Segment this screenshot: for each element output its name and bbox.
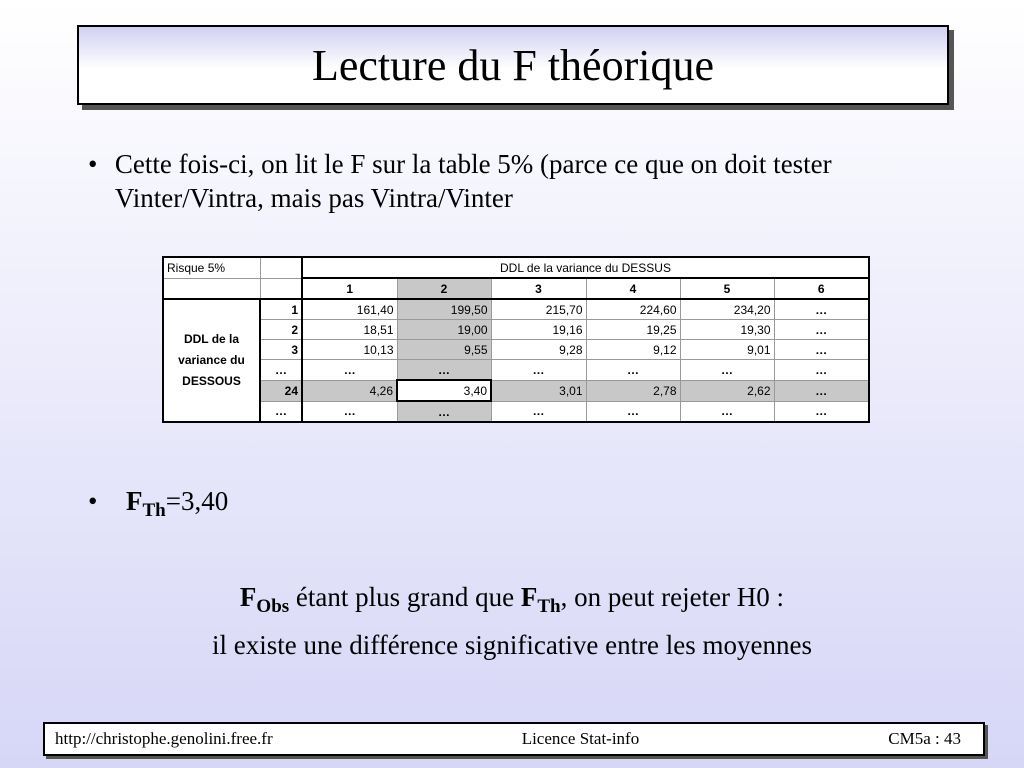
col-header: 5 [680, 278, 774, 299]
col-header: 4 [586, 278, 680, 299]
f-th-value: $F_{Th}=3,40$ [126, 486, 229, 521]
slide-footer [43, 722, 985, 756]
col-header: 1 [302, 278, 397, 299]
conclusion-line-1: $F_{Obs}$ étant plus grand que $F_{Th}$, on peut rejeter H0 : [239, 582, 785, 617]
footer-page-number: CM5a : 43 [888, 729, 961, 748]
table-row-highlight: 24 4,26 3,40 3,01 2,78 2,62 … [163, 380, 869, 401]
col-header: 2 [397, 278, 491, 299]
table-row: … … … … … … … [163, 401, 869, 422]
table-row: 3 10,13 9,55 9,28 9,12 9,01 … [163, 340, 869, 360]
table-top-header: DDL de la variance du DESSUS [302, 257, 869, 278]
table-row: DDL de la variance du DESSOUS 1 161,40 199,50 215,70 224,60 234,20 … [163, 299, 869, 320]
table-corner: Risque 5% [163, 257, 260, 278]
table-row: … … … … … … … [163, 360, 869, 381]
slide-title: Lecture du F théorique [312, 40, 714, 90]
bullet-1 [88, 147, 908, 215]
f-theoretical-cell: 3,40 [397, 380, 491, 401]
bullet-dot: • [88, 486, 98, 516]
footer-url: http://christophe.genolini.free.fr [55, 729, 273, 748]
bullet-1-text: Cette fois-ci, on lit le F sur la table 5% (parce ce que on doit tester Vinter/Vintra, mais pas Vintra/Vinter [114, 149, 832, 213]
conclusion-line-2: il existe une différence significative entre les moyennes [211, 630, 813, 660]
f-table [162, 256, 870, 423]
table-row: 2 18,51 19,00 19,16 19,25 19,30 … [163, 320, 869, 340]
col-header: 6 [774, 278, 869, 299]
slide-title-box [77, 25, 949, 105]
col-header: 3 [491, 278, 586, 299]
footer-course: Licence Stat-info [521, 729, 640, 748]
bullet-dot: • [88, 149, 98, 179]
bullet-2 [88, 484, 228, 528]
table-side-header: DDL de la variance du DESSOUS [163, 299, 260, 422]
